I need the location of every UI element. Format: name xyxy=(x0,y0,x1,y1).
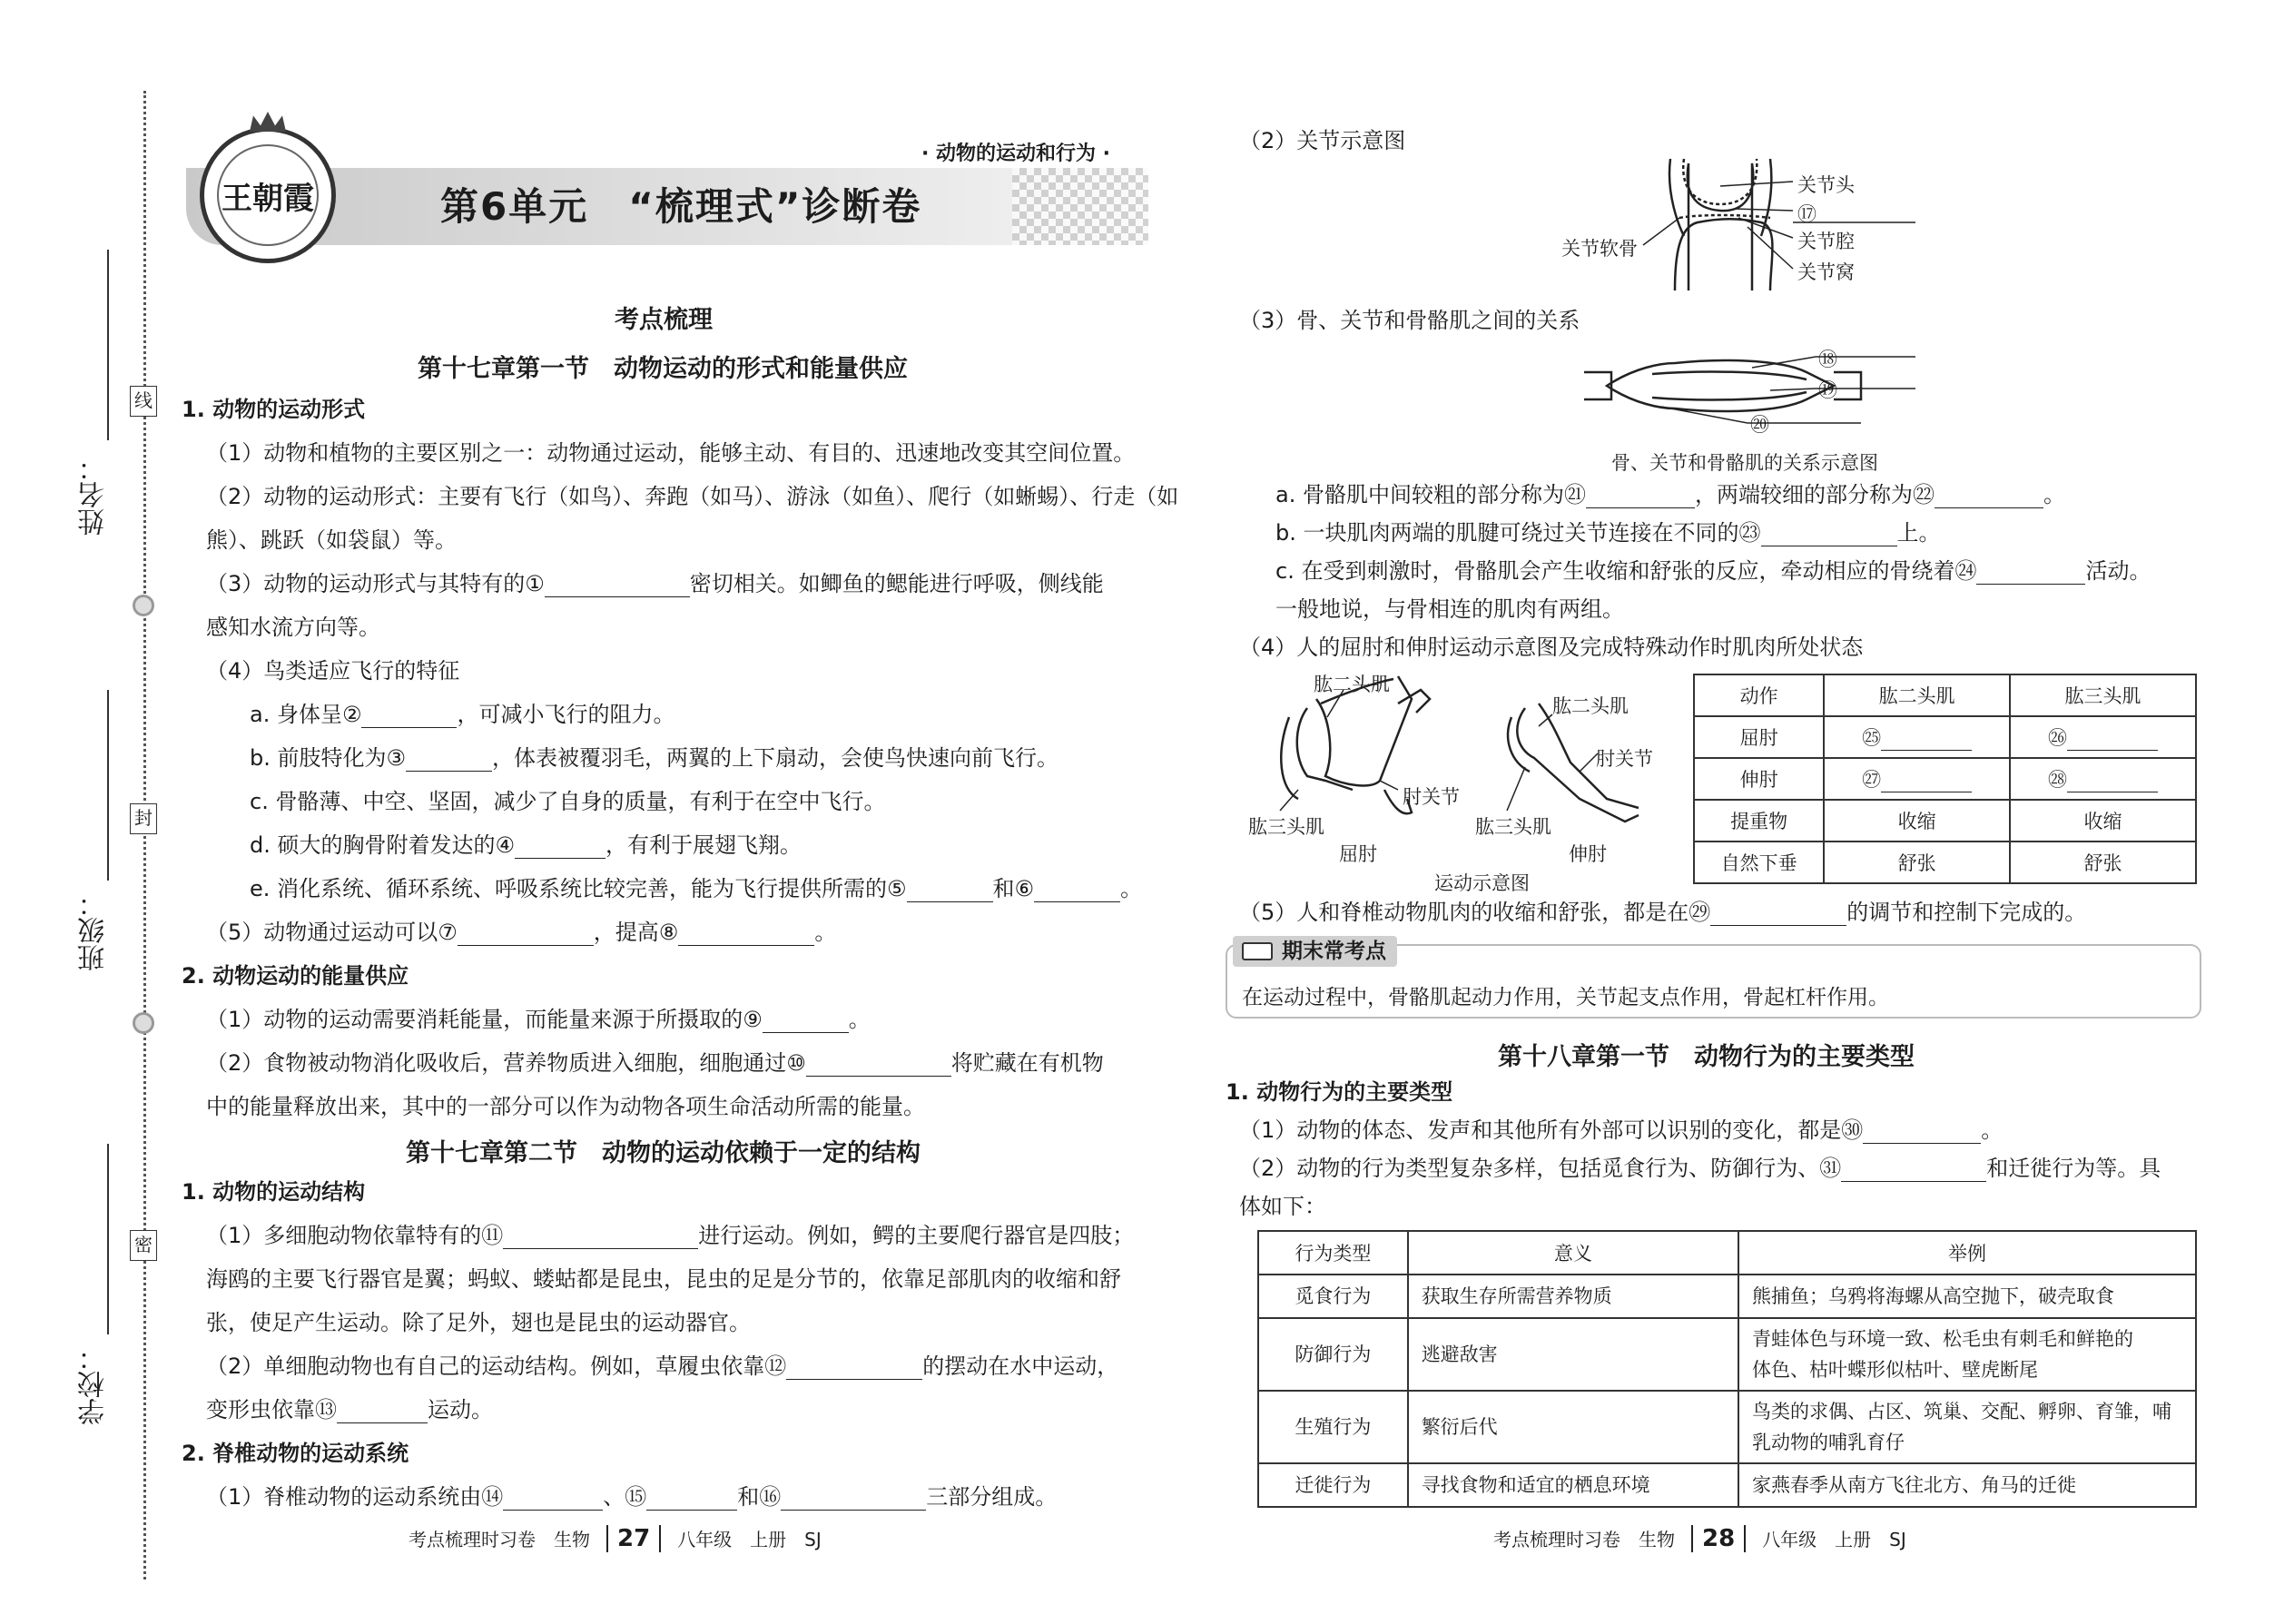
heading-motion-forms: 1. 动物的运动形式 xyxy=(182,397,366,422)
chapter18-section1-title: 第十八章第一节 动物行为的主要类型 xyxy=(1498,1043,1915,1071)
page-footer: 考点梳理时习卷 生物 27 八年级 上册 SJ xyxy=(409,1525,822,1552)
left-page xyxy=(168,0,1180,1624)
table-header-cell: 举例 xyxy=(1738,1231,2196,1275)
answer-blank-3[interactable] xyxy=(406,748,492,772)
answer-blank-12[interactable] xyxy=(786,1356,922,1380)
checker-pattern xyxy=(1012,168,1148,245)
answer-blank-10[interactable] xyxy=(806,1053,951,1077)
text-line: 中的能量释放出来，其中的一部分可以作为动物各项生命活动所需的能量。 xyxy=(206,1094,925,1119)
text-line: 海鸥的主要飞行器官是翼；蚂蚁、蝼蛄都是昆虫，昆虫的足是分节的，依靠足部肌肉的收缩和舒 xyxy=(206,1266,1121,1292)
muscle-blank-20: ⑳ xyxy=(1750,414,1769,436)
triceps-label-flex: 肱三头肌 xyxy=(1248,816,1324,838)
logo-inner-ring xyxy=(217,144,319,246)
text-line: （1）多细胞动物依靠特有的⑪ 进行运动。例如，鳄的主要爬行器官是四肢； xyxy=(206,1223,1135,1248)
table-cell: 屈肘 xyxy=(1694,716,1824,758)
text-line: （2）单细胞动物也有自己的运动结构。例如，草履虫依靠⑫ 的摆动在水中运动， xyxy=(206,1353,1119,1379)
heading-energy-supply: 2. 动物运动的能量供应 xyxy=(182,963,409,989)
table-row xyxy=(1258,1318,2196,1391)
text-line: a. 骨骼肌中间较粗的部分称为㉑ ，两端较细的部分称为㉒ 。 xyxy=(1275,482,2065,507)
text-line: b. 一块肌肉两端的肌腱可绕过关节连接在不同的㉓ 上。 xyxy=(1275,520,1941,546)
text-line: d. 硕大的胸骨附着发达的④ ，有利于展翅飞翔。 xyxy=(250,832,802,858)
answer-blank-7[interactable] xyxy=(458,922,594,946)
seal-char-mi: 密 xyxy=(130,1230,157,1261)
table-cell: ㉕ xyxy=(1824,716,2010,758)
answer-blank[interactable] xyxy=(2067,731,2158,751)
answer-blank-11[interactable] xyxy=(503,1225,698,1249)
table-cell: 获取生存所需营养物质 xyxy=(1408,1275,1738,1318)
answer-blank-1[interactable] xyxy=(545,574,690,597)
text-line: （3）动物的运动形式与其特有的① 密切相关。如鲫鱼的鳃能进行呼吸，侧线能 xyxy=(206,571,1104,596)
answer-blank-30[interactable] xyxy=(1863,1120,1981,1144)
chapter17-section1-title: 第十七章第一节 动物运动的形式和能量供应 xyxy=(418,355,908,383)
text-line: a. 身体呈② ，可减小飞行的阻力。 xyxy=(250,702,675,727)
binding-margin xyxy=(0,0,168,1624)
table-cell: 收缩 xyxy=(2010,800,2196,842)
chapter17-section2-title: 第十七章第二节 动物的运动依赖于一定的结构 xyxy=(406,1139,921,1167)
text-line: （1）动物的运动需要消耗能量，而能量来源于所摄取的⑨ 。 xyxy=(206,1007,871,1032)
book-icon xyxy=(1242,942,1273,960)
flex-caption: 屈肘 xyxy=(1339,843,1377,865)
joint-cavity-label: 关节腔 xyxy=(1797,231,1855,252)
table-cell: 防御行为 xyxy=(1258,1318,1408,1391)
table-cell: ㉖ xyxy=(2010,716,2196,758)
logo-name: 王朝霞 xyxy=(222,181,314,217)
answer-blank-2[interactable] xyxy=(361,704,457,728)
text-line: （5）人和脊椎动物肌肉的收缩和舒张，都是在㉙ 的调节和控制下完成的。 xyxy=(1239,900,2087,925)
table-cell: 熊捕鱼；乌鸦将海螺从高空抛下，破壳取食 xyxy=(1738,1275,2196,1318)
table-row xyxy=(1258,1463,2196,1507)
crown-icon xyxy=(250,112,286,132)
seal-char-feng: 封 xyxy=(130,803,157,834)
page-footer: 考点梳理时习卷 生物 28 八年级 上册 SJ xyxy=(1493,1525,1906,1552)
table-cell: 家燕春季从南方飞往北方、角马的迁徙 xyxy=(1738,1463,2196,1507)
table-cell: 舒张 xyxy=(2010,842,2196,883)
text-line: （5）动物通过运动可以⑦ ，提高⑧ 。 xyxy=(206,920,837,945)
text-line: （3）骨、关节和骨骼肌之间的关系 xyxy=(1239,308,1580,333)
text-line: 感知水流方向等。 xyxy=(206,615,380,640)
heading-behavior-types: 1. 动物行为的主要类型 xyxy=(1226,1079,1453,1105)
muscle-blank-19: ⑲ xyxy=(1818,379,1837,401)
biceps-label-flex: 肱二头肌 xyxy=(1314,674,1390,695)
arm-diagram-caption: 运动示意图 xyxy=(1434,872,1530,894)
tip-tag: 期末常考点 xyxy=(1233,936,1397,967)
table-cell: 觅食行为 xyxy=(1258,1275,1408,1318)
muscle-caption: 骨、关节和骨骼肌的关系示意图 xyxy=(1611,452,1878,474)
answer-blank-8[interactable] xyxy=(678,922,814,946)
heading-motion-structure: 1. 动物的运动结构 xyxy=(182,1179,366,1205)
table-header-row xyxy=(1694,674,2196,716)
text-line: （1）动物和植物的主要区别之一：动物通过运动，能够主动、有目的、迅速地改变其空间位置。 xyxy=(206,440,1136,466)
table-cell: 逃避敌害 xyxy=(1408,1318,1738,1391)
answer-blank-29[interactable] xyxy=(1710,902,1846,926)
elbow-label-extend: 肘关节 xyxy=(1596,748,1653,770)
table-header-cell: 意义 xyxy=(1408,1231,1738,1275)
table-cell: 青蛙体色与环境一致、松毛虫有刺毛和鲜艳的 体色、枯叶蝶形似枯叶、壁虎断尾 xyxy=(1738,1318,2196,1391)
page-number: 27 xyxy=(606,1525,661,1552)
text-line: 变形虫依靠⑬ 运动。 xyxy=(206,1397,493,1422)
table-header-cell: 肱三头肌 xyxy=(2010,674,2196,716)
school-field[interactable] xyxy=(107,1144,109,1334)
table-cell: 自然下垂 xyxy=(1694,842,1824,883)
table-row xyxy=(1694,758,2196,800)
text-line: 体如下： xyxy=(1239,1194,1326,1219)
text-line: e. 消化系统、循环系统、呼吸系统比较完善，能为飞行提供所需的⑤ 和⑥ 。 xyxy=(250,876,1143,901)
table-cell: ㉘ xyxy=(2010,758,2196,800)
seal-char-xian: 线 xyxy=(130,386,157,417)
answer-blank-9[interactable] xyxy=(763,1009,849,1033)
text-line: （1）脊椎动物的运动系统由⑭ 、⑮ 和⑯ 三部分组成。 xyxy=(206,1484,1058,1510)
answer-blank-15[interactable] xyxy=(646,1487,737,1511)
name-field[interactable] xyxy=(107,250,109,440)
muscle-blank-18: ⑱ xyxy=(1818,349,1837,370)
class-field[interactable] xyxy=(107,690,109,881)
answer-blank[interactable] xyxy=(2067,773,2158,792)
table-header-cell: 行为类型 xyxy=(1258,1231,1408,1275)
table-cell: 鸟类的求偶、占区、筑巢、交配、孵卵、育雏，哺 乳动物的哺乳育仔 xyxy=(1738,1391,2196,1463)
table-row xyxy=(1694,842,2196,883)
answer-blank-13[interactable] xyxy=(337,1400,428,1423)
unit-title: 第6单元 “梳理式”诊断卷 xyxy=(440,184,922,229)
answer-blank[interactable] xyxy=(1881,731,1972,751)
text-line: c. 在受到刺激时，骨骼肌会产生收缩和舒张的反应，牵动相应的骨绕着㉔ 活动。 xyxy=(1275,558,2151,584)
table-cell: 提重物 xyxy=(1694,800,1824,842)
class-label: 班级： xyxy=(78,890,110,971)
joint-blank-17: ⑰ xyxy=(1797,203,1816,225)
triceps-label-extend: 肱三头肌 xyxy=(1475,816,1551,838)
text-line: （2）动物的运动形式：主要有飞行（如鸟）、奔跑（如马）、游泳（如鱼）、爬行（如蜥蜴）、行走（如 xyxy=(206,484,1179,509)
joint-head-label: 关节头 xyxy=(1797,174,1855,196)
muscle-state-table xyxy=(1693,674,2197,884)
heading-vertebrate-system: 2. 脊椎动物的运动系统 xyxy=(182,1441,409,1466)
extend-caption: 伸肘 xyxy=(1569,843,1607,865)
table-header-cell: 动作 xyxy=(1694,674,1824,716)
joint-cartilage-label: 关节软骨 xyxy=(1561,238,1638,260)
text-line: 张，使足产生运动。除了足外，翅也是昆虫的运动器官。 xyxy=(206,1310,751,1335)
page-number: 28 xyxy=(1691,1525,1746,1552)
table-header-cell: 肱二头肌 xyxy=(1824,674,2010,716)
table-cell: 生殖行为 xyxy=(1258,1391,1408,1463)
table-row xyxy=(1694,716,2196,758)
table-row xyxy=(1258,1275,2196,1318)
text-line: 熊）、跳跃（如袋鼠）等。 xyxy=(206,527,457,553)
table-cell: 舒张 xyxy=(1824,842,2010,883)
table-cell: 迁徙行为 xyxy=(1258,1463,1408,1507)
table-cell: 繁衍后代 xyxy=(1408,1391,1738,1463)
brand-logo xyxy=(200,127,336,263)
cut-line xyxy=(143,91,146,1580)
table-header-row xyxy=(1258,1231,2196,1275)
text-line: （2）动物的行为类型复杂多样，包括觅食行为、防御行为、㉛ 和迁徙行为等。具 xyxy=(1239,1156,2161,1181)
behavior-type-table xyxy=(1257,1230,2197,1508)
text-line: 一般地说，与骨相连的肌肉有两组。 xyxy=(1275,596,1624,622)
name-label: 姓名： xyxy=(78,454,110,536)
text-line: b. 前肢特化为③ ，体表被覆羽毛，两翼的上下扇动，会使鸟快速向前飞行。 xyxy=(250,745,1059,771)
text-line: （4）鸟类适应飞行的特征 xyxy=(206,658,460,684)
review-title: 考点梳理 xyxy=(615,300,713,335)
biceps-label-extend: 肱二头肌 xyxy=(1552,695,1629,717)
table-row xyxy=(1258,1391,2196,1463)
elbow-label-flex: 肘关节 xyxy=(1403,786,1460,808)
sun-icon xyxy=(133,595,154,616)
sun-icon xyxy=(133,1012,154,1034)
table-cell: 寻找食物和适宜的栖息环境 xyxy=(1408,1463,1738,1507)
text-line: （2）食物被动物消化吸收后，营养物质进入细胞，细胞通过⑩ 将贮藏在有机物 xyxy=(206,1050,1104,1076)
answer-blank-6[interactable] xyxy=(1034,879,1120,902)
school-label: 学校： xyxy=(78,1343,110,1425)
table-cell: 伸肘 xyxy=(1694,758,1824,800)
right-page xyxy=(1226,0,2233,1624)
text-line: （2）关节示意图 xyxy=(1239,128,1406,153)
answer-blank-31[interactable] xyxy=(1841,1158,1986,1182)
table-cell: 收缩 xyxy=(1824,800,2010,842)
answer-blank-4[interactable] xyxy=(515,835,605,859)
answer-blank-16[interactable] xyxy=(781,1487,926,1511)
answer-blank-14[interactable] xyxy=(503,1487,603,1511)
answer-blank[interactable] xyxy=(1881,773,1972,792)
answer-blank-5[interactable] xyxy=(907,879,993,902)
text-line: c. 骨骼薄、中空、坚固，减少了自身的质量，有利于在空中飞行。 xyxy=(250,789,886,814)
text-line: （1）动物的体态、发声和其他所有外部可以识别的变化，都是㉚ 。 xyxy=(1239,1117,2004,1143)
tip-text: 在运动过程中，骨骼肌起动力作用，关节起支点作用，骨起杠杆作用。 xyxy=(1242,986,1889,1009)
table-cell: ㉗ xyxy=(1824,758,2010,800)
joint-socket-label: 关节窝 xyxy=(1797,261,1855,283)
running-head: · 动物的运动和行为 · xyxy=(921,143,1111,165)
table-row xyxy=(1694,800,2196,842)
text-line: （4）人的屈肘和伸肘运动示意图及完成特殊动作时肌肉所处状态 xyxy=(1239,635,1864,660)
